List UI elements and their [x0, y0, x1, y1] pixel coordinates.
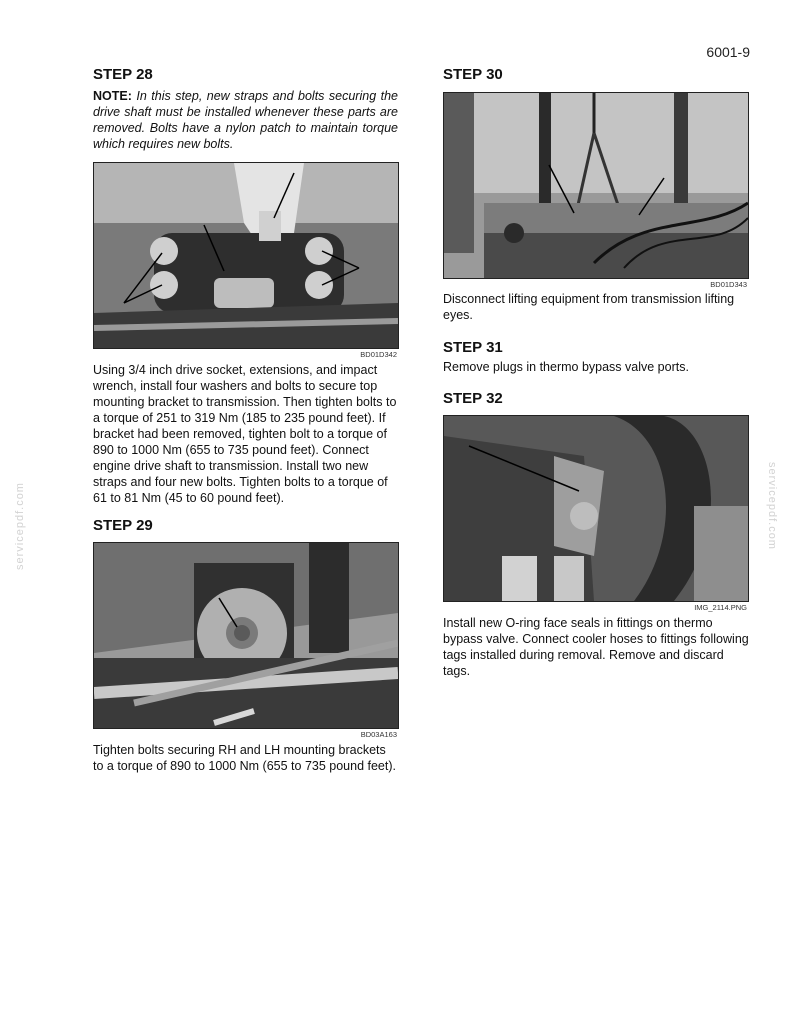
step-30-photo	[443, 92, 749, 279]
watermark-left: servicepdf.com	[14, 482, 26, 570]
page-number: 6001-9	[706, 44, 750, 60]
step-28-body: Using 3/4 inch drive socket, extensions, and impact wrench, install four washers and bolts to secure top mounting bracket to transmission. Then tighten bolts to a torque of 251 to 319 Nm (185 to 235 pound feet). If bracket had been removed, tighten bolt to a torque of 890 to 1000 Nm (655 to 735 pound feet). Connect engine drive shaft to transmission. Install two new straps and four new bolts. Tighten bolts to a torque of 61 to 81 Nm (45 to 60 pound feet).	[93, 363, 397, 505]
step-30-image-code: BD01D343	[710, 280, 747, 289]
note-label: NOTE:	[93, 89, 132, 103]
step-30-title: STEP 30	[443, 66, 503, 83]
step-32-body: Install new O-ring face seals in fittings on thermo bypass valve. Connect cooler hoses to fittings following tags installed during removal. Remove and discard tags.	[443, 616, 749, 678]
step-28-photo	[93, 162, 399, 349]
note-text: In this step, new straps and bolts securing the drive shaft must be installed whenever these parts are removed. Bolts have a nylon patch to maintain torque which requires new bolts.	[93, 89, 398, 151]
step-29-body: Tighten bolts securing RH and LH mounting brackets to a torque of 890 to 1000 Nm (655 to 735 pound feet).	[93, 743, 396, 773]
step-31-body: Remove plugs in thermo bypass valve ports.	[443, 360, 689, 374]
step-29-photo	[93, 542, 399, 729]
step-29-image-code: BD03A163	[360, 730, 397, 739]
step-28-title: STEP 28	[93, 66, 153, 83]
step-32-image-code: IMG_2114.PNG	[694, 603, 747, 612]
step-29-title: STEP 29	[93, 517, 153, 534]
step-31-title: STEP 31	[443, 339, 503, 356]
step-28-image-code: BD01D342	[360, 350, 397, 359]
watermark-right: servicepdf.com	[766, 462, 778, 550]
step-32-title: STEP 32	[443, 390, 503, 407]
step-28-note	[93, 88, 398, 152]
step-30-body: Disconnect lifting equipment from transmission lifting eyes.	[443, 292, 735, 322]
step-32-photo	[443, 415, 749, 602]
